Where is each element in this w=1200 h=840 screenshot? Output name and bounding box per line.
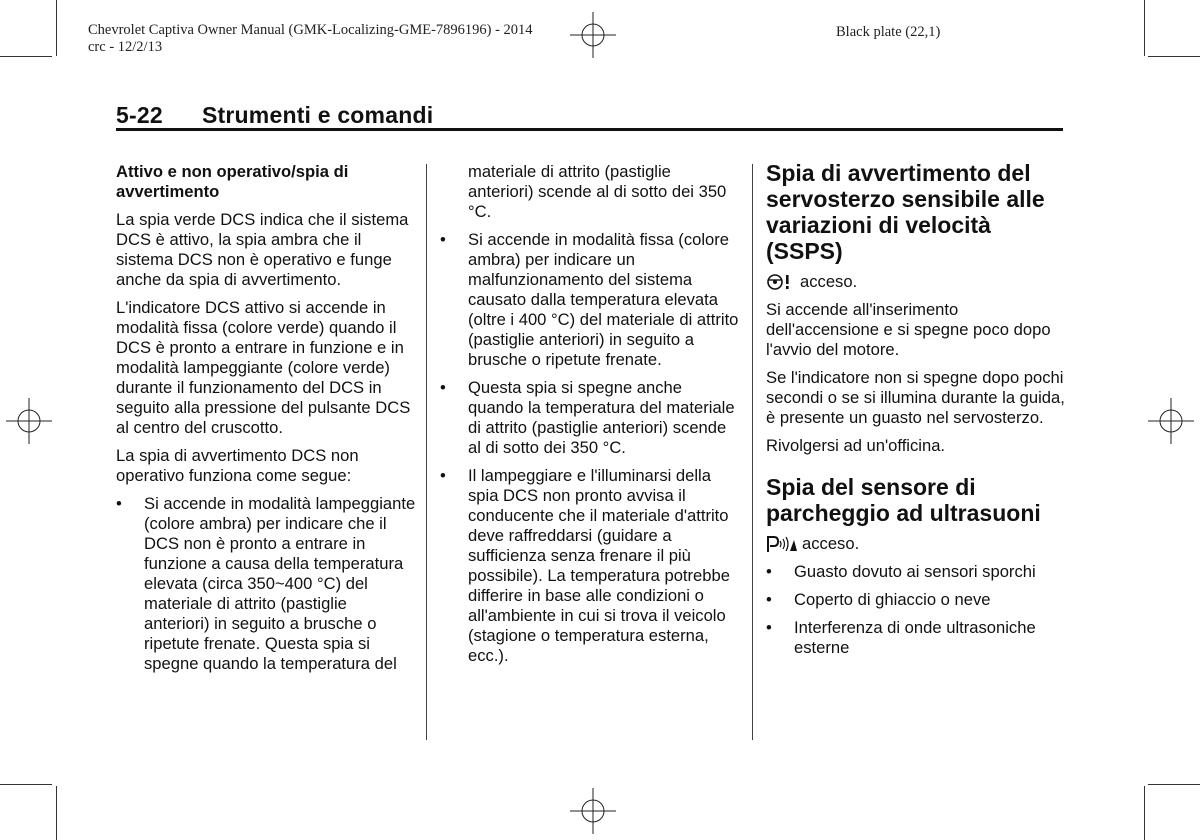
registration-mark-icon xyxy=(6,398,52,444)
page-title xyxy=(116,102,433,129)
crop-mark xyxy=(56,786,57,840)
paragraph: Se l'indicatore non si spegne dopo pochi secondi o se si illumina durante la guida, è presente un guasto nel servosterzo. xyxy=(766,368,1065,427)
list-item-continuation: materiale di attrito (pastiglie anteriori) scende al di sotto dei 350 °C. xyxy=(468,162,727,221)
registration-mark-icon xyxy=(570,12,616,58)
list-item-text: Si accende in modalità lampeggiante (colore ambra) per indicare che il DCS non è pronto a entrare in funzione a causa della temperatura elevata (circa 350~400 °C) del materiale di attrito (pastiglie anteriori) in seguito a brusche o ripetute frenate. Questa spia si spegne quando la temperatura del xyxy=(144,494,416,673)
bullet-icon: • xyxy=(116,494,122,513)
list-item-text: Guasto dovuto ai sensori sporchi xyxy=(794,562,1036,581)
list-item xyxy=(766,562,1066,582)
indicator-status-text: acceso. xyxy=(802,534,860,553)
heading: Spia di avvertimento del servosterzo sensibile alle variazioni di velocità (SSPS) xyxy=(766,160,1045,264)
page-number: 5-22 xyxy=(116,102,163,128)
crop-mark xyxy=(0,56,52,57)
column-divider xyxy=(426,164,427,740)
bullet-icon: • xyxy=(440,466,446,485)
paragraph: La spia verde DCS indica che il sistema DCS è attivo, la spia ambra che il sistema DCS non è operativo e funge anche da spia di avvertimento. xyxy=(116,210,409,289)
list-item xyxy=(440,466,740,666)
crop-mark xyxy=(1144,786,1145,840)
bullet-icon: • xyxy=(766,590,772,609)
crop-mark xyxy=(1148,56,1200,57)
indicator-status xyxy=(766,534,1066,554)
list-item xyxy=(440,230,740,370)
bullet-icon: • xyxy=(766,562,772,581)
paragraph: La spia di avvertimento DCS non operativo funziona come segue: xyxy=(116,446,359,485)
column-divider xyxy=(752,164,753,740)
registration-mark-icon xyxy=(570,788,616,834)
list-item xyxy=(766,618,1066,658)
section-name: Strumenti e comandi xyxy=(202,102,434,128)
list-item xyxy=(116,494,416,674)
list-item xyxy=(766,590,1066,610)
registration-mark-icon xyxy=(1148,398,1194,444)
list-item-text: Il lampeggiare e l'illuminarsi della spia DCS non pronto avvisa il conducente che il materiale d'attrito deve raffreddarsi (guidare a sufficienza senza frenare il più possibile). La temperatura potrebbe differire in base alle condizioni o all'ambiente in cui si trova il veicolo (stagione o temperatura esterna, ecc.). xyxy=(468,466,730,665)
paragraph: Si accende all'inserimento dell'accensione e si spegne poco dopo l'avvio del motore. xyxy=(766,300,1051,359)
plate-label: Black plate (22,1) xyxy=(836,24,941,40)
paragraph: Rivolgersi ad un'officina. xyxy=(766,436,946,455)
header-date: crc - 12/2/13 xyxy=(88,39,163,55)
list-item-text: Si accende in modalità fissa (colore ambra) per indicare un malfunzionamento del sistema causato dalla temperatura elevata (oltre i 400 °C) del materiale di attrito (pastiglie anteriori) in seguito a brusche o ripetute frenate. xyxy=(468,230,739,369)
steering-warning-icon xyxy=(766,272,796,292)
paragraph: L'indicatore DCS attivo si accende in modalità fissa (colore verde) quando il DCS è pronto a entrare in funzione e in modalità lampeggiante (colore verde) durante il funzionamento del DCS in seguito alla pressione del pulsante DCS al centro del cruscotto. xyxy=(116,298,411,437)
bullet-list xyxy=(766,562,1066,658)
title-rule xyxy=(116,128,1063,131)
column-2 xyxy=(440,162,740,674)
heading: Spia del sensore di parcheggio ad ultrasuoni xyxy=(766,474,1041,526)
crop-mark xyxy=(0,784,52,785)
bullet-list xyxy=(440,230,740,666)
bullet-list xyxy=(116,494,416,674)
list-item-text: Interferenza di onde ultrasoniche esterne xyxy=(794,618,1036,657)
crop-mark xyxy=(56,0,57,56)
print-header xyxy=(88,22,533,56)
header-title: Chevrolet Captiva Owner Manual (GMK-Localizing-GME-7896196) - 2014 xyxy=(88,22,533,38)
column-1 xyxy=(116,162,416,682)
subheading: Attivo e non operativo/spia di avvertimento xyxy=(116,162,349,201)
bullet-icon: • xyxy=(440,378,446,397)
indicator-status-text: acceso. xyxy=(800,272,858,291)
indicator-status xyxy=(766,272,1066,292)
crop-mark xyxy=(1144,0,1145,56)
crop-mark xyxy=(1148,784,1200,785)
bullet-icon: • xyxy=(766,618,772,637)
column-3 xyxy=(766,160,1066,666)
list-item-text: Questa spia si spegne anche quando la temperatura del materiale di attrito (pastiglie anteriori) scende al di sotto dei 350 °C. xyxy=(468,378,735,457)
list-item-text: Coperto di ghiaccio o neve xyxy=(794,590,991,609)
list-item xyxy=(440,378,740,458)
parking-sensor-icon xyxy=(766,534,798,554)
bullet-icon: • xyxy=(440,230,446,249)
